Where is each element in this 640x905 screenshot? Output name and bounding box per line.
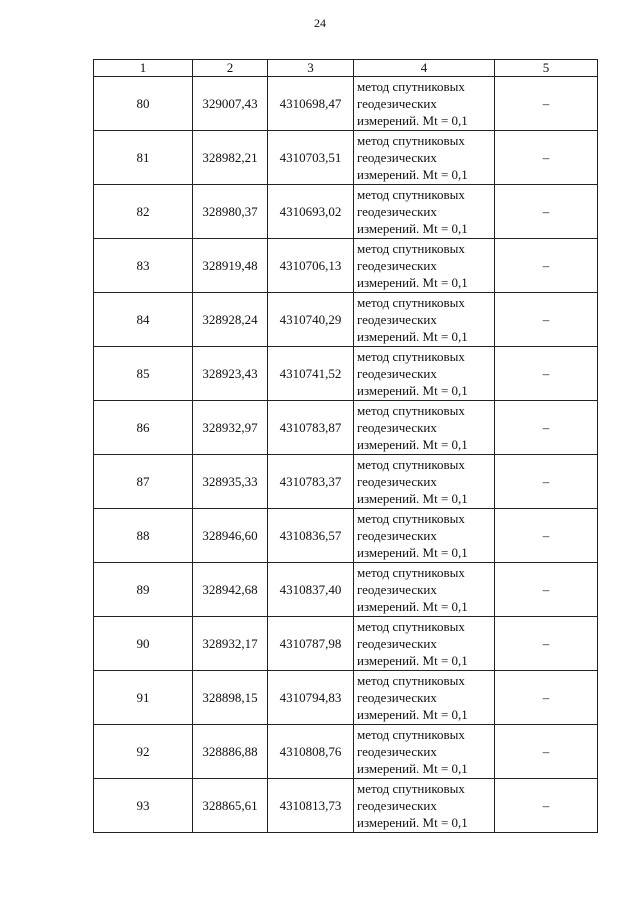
note-cell: – bbox=[495, 509, 598, 563]
header-col-5: 5 bbox=[495, 60, 598, 77]
method-line: геодезических bbox=[357, 258, 437, 273]
method-line: измерений. Mt = 0,1 bbox=[357, 329, 468, 344]
method-line: геодезических bbox=[357, 312, 437, 327]
y-coordinate-cell: 4310813,73 bbox=[268, 779, 354, 833]
note-cell: – bbox=[495, 779, 598, 833]
coordinates-table bbox=[93, 59, 598, 833]
method-line: измерений. Mt = 0,1 bbox=[357, 815, 468, 830]
method-line: метод спутниковых bbox=[357, 241, 465, 256]
method-line: геодезических bbox=[357, 636, 437, 651]
table-row bbox=[94, 239, 598, 293]
method-cell bbox=[354, 509, 495, 563]
table-row bbox=[94, 347, 598, 401]
x-coordinate-cell: 329007,43 bbox=[193, 77, 268, 131]
table-body bbox=[94, 77, 598, 833]
y-coordinate-cell: 4310706,13 bbox=[268, 239, 354, 293]
page-number: 24 bbox=[314, 16, 326, 30]
y-coordinate-cell: 4310783,37 bbox=[268, 455, 354, 509]
table-row bbox=[94, 509, 598, 563]
table-row bbox=[94, 455, 598, 509]
method-cell bbox=[354, 77, 495, 131]
method-line: измерений. Mt = 0,1 bbox=[357, 599, 468, 614]
method-line: метод спутниковых bbox=[357, 619, 465, 634]
method-line: измерений. Mt = 0,1 bbox=[357, 113, 468, 128]
y-coordinate-cell: 4310787,98 bbox=[268, 617, 354, 671]
table-row bbox=[94, 77, 598, 131]
x-coordinate-cell: 328946,60 bbox=[193, 509, 268, 563]
method-line: метод спутниковых bbox=[357, 79, 465, 94]
y-coordinate-cell: 4310741,52 bbox=[268, 347, 354, 401]
table-row bbox=[94, 779, 598, 833]
y-coordinate-cell: 4310837,40 bbox=[268, 563, 354, 617]
point-number-cell: 91 bbox=[94, 671, 193, 725]
table-row bbox=[94, 563, 598, 617]
table-header-row bbox=[94, 60, 598, 77]
method-cell bbox=[354, 779, 495, 833]
x-coordinate-cell: 328982,21 bbox=[193, 131, 268, 185]
method-cell bbox=[354, 617, 495, 671]
method-line: геодезических bbox=[357, 744, 437, 759]
x-coordinate-cell: 328898,15 bbox=[193, 671, 268, 725]
method-line: метод спутниковых bbox=[357, 295, 465, 310]
method-line: измерений. Mt = 0,1 bbox=[357, 383, 468, 398]
method-cell bbox=[354, 563, 495, 617]
header-col-4: 4 bbox=[354, 60, 495, 77]
y-coordinate-cell: 4310794,83 bbox=[268, 671, 354, 725]
method-line: геодезических bbox=[357, 204, 437, 219]
method-cell bbox=[354, 347, 495, 401]
method-line: измерений. Mt = 0,1 bbox=[357, 545, 468, 560]
table-row bbox=[94, 131, 598, 185]
x-coordinate-cell: 328923,43 bbox=[193, 347, 268, 401]
x-coordinate-cell: 328932,97 bbox=[193, 401, 268, 455]
point-number-cell: 81 bbox=[94, 131, 193, 185]
method-line: геодезических bbox=[357, 528, 437, 543]
method-line: геодезических bbox=[357, 96, 437, 111]
method-line: измерений. Mt = 0,1 bbox=[357, 437, 468, 452]
y-coordinate-cell: 4310740,29 bbox=[268, 293, 354, 347]
note-cell: – bbox=[495, 185, 598, 239]
y-coordinate-cell: 4310693,02 bbox=[268, 185, 354, 239]
table-row bbox=[94, 617, 598, 671]
y-coordinate-cell: 4310836,57 bbox=[268, 509, 354, 563]
note-cell: – bbox=[495, 77, 598, 131]
method-line: геодезических bbox=[357, 150, 437, 165]
method-line: измерений. Mt = 0,1 bbox=[357, 761, 468, 776]
method-cell bbox=[354, 725, 495, 779]
method-line: метод спутниковых bbox=[357, 565, 465, 580]
point-number-cell: 88 bbox=[94, 509, 193, 563]
method-line: метод спутниковых bbox=[357, 511, 465, 526]
x-coordinate-cell: 328928,24 bbox=[193, 293, 268, 347]
table-row bbox=[94, 725, 598, 779]
method-line: метод спутниковых bbox=[357, 673, 465, 688]
method-line: измерений. Mt = 0,1 bbox=[357, 653, 468, 668]
header-col-2: 2 bbox=[193, 60, 268, 77]
point-number-cell: 90 bbox=[94, 617, 193, 671]
x-coordinate-cell: 328980,37 bbox=[193, 185, 268, 239]
note-cell: – bbox=[495, 671, 598, 725]
method-cell bbox=[354, 239, 495, 293]
note-cell: – bbox=[495, 293, 598, 347]
point-number-cell: 80 bbox=[94, 77, 193, 131]
x-coordinate-cell: 328886,88 bbox=[193, 725, 268, 779]
table-row bbox=[94, 185, 598, 239]
method-line: геодезических bbox=[357, 582, 437, 597]
x-coordinate-cell: 328942,68 bbox=[193, 563, 268, 617]
header-col-3: 3 bbox=[268, 60, 354, 77]
note-cell: – bbox=[495, 401, 598, 455]
method-line: геодезических bbox=[357, 690, 437, 705]
method-line: геодезических bbox=[357, 798, 437, 813]
y-coordinate-cell: 4310783,87 bbox=[268, 401, 354, 455]
point-number-cell: 83 bbox=[94, 239, 193, 293]
x-coordinate-cell: 328865,61 bbox=[193, 779, 268, 833]
method-cell bbox=[354, 455, 495, 509]
method-line: метод спутниковых bbox=[357, 457, 465, 472]
method-line: метод спутниковых bbox=[357, 727, 465, 742]
x-coordinate-cell: 328932,17 bbox=[193, 617, 268, 671]
method-cell bbox=[354, 293, 495, 347]
point-number-cell: 84 bbox=[94, 293, 193, 347]
note-cell: – bbox=[495, 617, 598, 671]
method-line: измерений. Mt = 0,1 bbox=[357, 275, 468, 290]
method-line: измерений. Mt = 0,1 bbox=[357, 167, 468, 182]
x-coordinate-cell: 328935,33 bbox=[193, 455, 268, 509]
point-number-cell: 85 bbox=[94, 347, 193, 401]
y-coordinate-cell: 4310703,51 bbox=[268, 131, 354, 185]
header-col-1: 1 bbox=[94, 60, 193, 77]
method-cell bbox=[354, 131, 495, 185]
method-line: измерений. Mt = 0,1 bbox=[357, 707, 468, 722]
note-cell: – bbox=[495, 455, 598, 509]
note-cell: – bbox=[495, 239, 598, 293]
note-cell: – bbox=[495, 347, 598, 401]
method-line: геодезических bbox=[357, 420, 437, 435]
method-line: измерений. Mt = 0,1 bbox=[357, 491, 468, 506]
x-coordinate-cell: 328919,48 bbox=[193, 239, 268, 293]
note-cell: – bbox=[495, 131, 598, 185]
method-line: метод спутниковых bbox=[357, 187, 465, 202]
method-line: геодезических bbox=[357, 474, 437, 489]
table-row bbox=[94, 293, 598, 347]
point-number-cell: 82 bbox=[94, 185, 193, 239]
note-cell: – bbox=[495, 725, 598, 779]
method-line: метод спутниковых bbox=[357, 403, 465, 418]
point-number-cell: 93 bbox=[94, 779, 193, 833]
table-row bbox=[94, 671, 598, 725]
method-line: метод спутниковых bbox=[357, 781, 465, 796]
method-cell bbox=[354, 185, 495, 239]
y-coordinate-cell: 4310808,76 bbox=[268, 725, 354, 779]
point-number-cell: 89 bbox=[94, 563, 193, 617]
method-line: метод спутниковых bbox=[357, 133, 465, 148]
method-line: геодезических bbox=[357, 366, 437, 381]
point-number-cell: 87 bbox=[94, 455, 193, 509]
point-number-cell: 92 bbox=[94, 725, 193, 779]
method-line: метод спутниковых bbox=[357, 349, 465, 364]
note-cell: – bbox=[495, 563, 598, 617]
table-row bbox=[94, 401, 598, 455]
method-line: измерений. Mt = 0,1 bbox=[357, 221, 468, 236]
method-cell bbox=[354, 671, 495, 725]
point-number-cell: 86 bbox=[94, 401, 193, 455]
y-coordinate-cell: 4310698,47 bbox=[268, 77, 354, 131]
method-cell bbox=[354, 401, 495, 455]
